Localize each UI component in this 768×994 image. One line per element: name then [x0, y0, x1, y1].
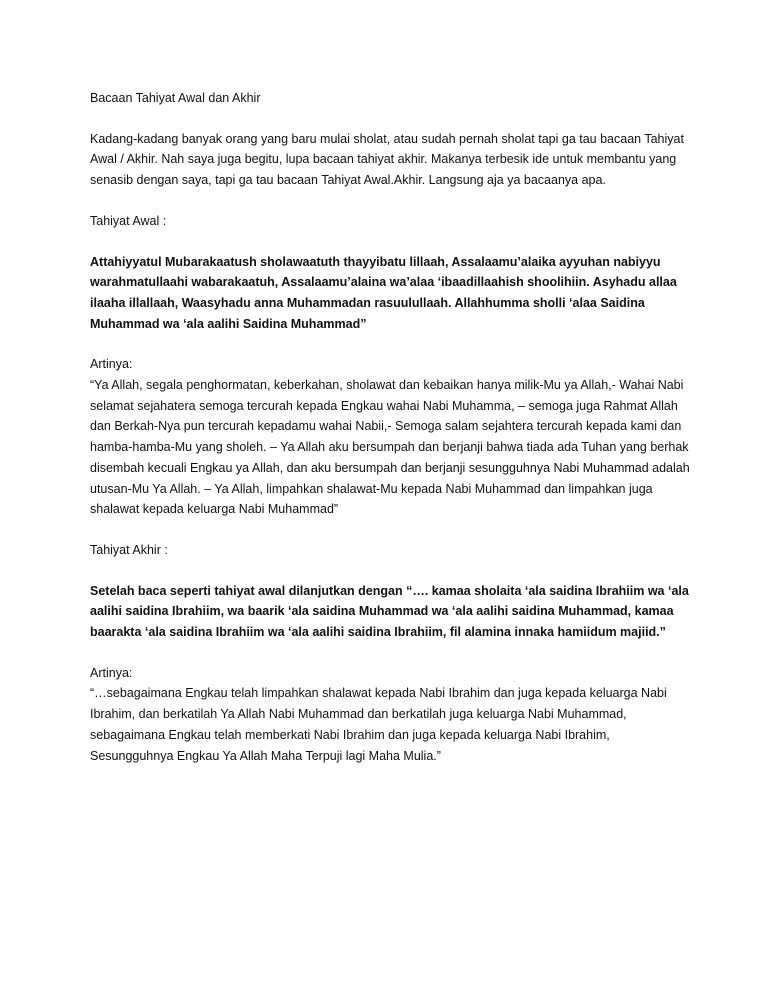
tahiyat-awal-heading: Tahiyat Awal : — [90, 213, 167, 228]
tahiyat-awal-meaning-label: Artinya: — [90, 357, 133, 372]
tahiyat-awal-meaning-block — [90, 354, 690, 520]
tahiyat-awal-meaning: “Ya Allah, segala penghormatan, keberkahan, sholawat dan kebaikan hanya milik-Mu ya Allah,- Wahai Nabi selamat sejahatera semoga tercurah kepada Engkau wahai Nabi Muhamma, – semoga juga Rahmat Allah dan Berkah-Nya pun tercurah kepadamu wahai Nabii,- Semoga salam sejahtera tercurah kepada kami dan hamba-hamba-Mu yang sholeh. – Ya Allah aku bersumpah dan berjanji bahwa tiada ada Tuhan yang berhak disembah kecuali Engkau ya Allah, dan aku bersumpah dan berjanji sesungguhnya Nabi Muhammad adalah utusan-Mu Ya Allah. – Ya Allah, limpahkan shalawat-Mu kepada Nabi Muhammad dan limpahkan juga shalawat kepada keluarga Nabi Muhammad” — [90, 378, 690, 517]
tahiyat-akhir-meaning: “…sebagaimana Engkau telah limpahkan shalawat kepada Nabi Ibrahim dan juga kepada keluarga Nabi Ibrahim, dan berkatilah Ya Allah Nabi Muhammad dan berkatilah juga keluarga Nabi Muhammad, sebagaimana Engkau telah memberkati Nabi Ibrahim dan juga kepada keluarga Nabi Ibrahim, Sesungguhnya Engkau Ya Allah Maha Terpuji lagi Maha Mulia.” — [90, 686, 667, 763]
intro-paragraph: Kadang-kadang banyak orang yang baru mulai sholat, atau sudah pernah sholat tapi ga tau bacaan Tahiyat Awal / Akhir. Nah saya juga begitu, lupa bacaan tahiyat akhir. Makanya terbesik ide untuk membantu yang senasib dengan saya, tapi ga tau bacaan Tahiyat Awal.Akhir. Langsung aja ya bacaanya apa. — [90, 131, 684, 188]
tahiyat-akhir-meaning-label: Artinya: — [90, 665, 133, 680]
document-title: Bacaan Tahiyat Awal dan Akhir — [90, 91, 261, 105]
tahiyat-akhir-meaning-block — [90, 663, 690, 767]
tahiyat-akhir-heading: Tahiyat Akhir : — [90, 542, 168, 557]
tahiyat-awal-reading: Attahiyyatul Mubarakaatush sholawaatuth thayyibatu lillaah, Assalaamu’alaika ayyuhan nabiyyu warahmatullaahi wabarakaatuh, Assalaamu’alaina wa’alaa ‘ibaadillaahish shoolihiin. Asyhadu allaa ilaaha illallaah, Waasyhadu anna Muhammadan rasuulullaah. Allahhumma sholli ‘alaa Saidina Muhammad wa ‘ala aalihi Saidina Muhammad” — [90, 254, 677, 331]
tahiyat-akhir-reading: Setelah baca seperti tahiyat awal dilanjutkan dengan “…. kamaa sholaita ‘ala saidina Ibrahiim wa ‘ala aalihi saidina Ibrahiim, wa baarik ‘ala saidina Muhammad wa ‘ala aalihi saidina Muhammad, kamaa baarakta ‘ala saidina Ibrahiim wa ‘ala aalihi saidina Ibrahiim, fil alamina innaka hamiidum majiid.” — [90, 583, 689, 640]
document-page — [90, 88, 690, 786]
